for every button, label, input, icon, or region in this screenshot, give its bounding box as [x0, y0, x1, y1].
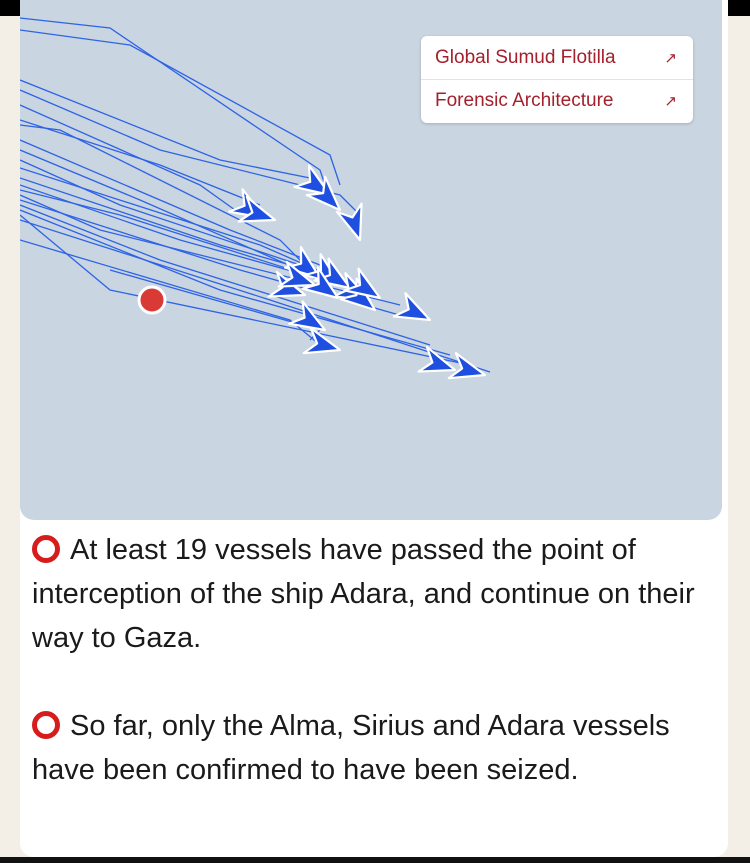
message-paragraph: At least 19 vessels have passed the point of interception of the ship Adara, and continue on their way to Gaza. — [32, 534, 695, 654]
vessel-arrow-icon[interactable] — [449, 353, 485, 378]
vessel-tracking-map[interactable] — [20, 0, 722, 520]
vessel-track — [20, 30, 340, 185]
map-link-panel — [421, 36, 693, 123]
vessel-track — [20, 80, 320, 180]
link-global-sumud-flotilla[interactable] — [421, 36, 693, 79]
message-text — [32, 528, 722, 792]
link-label: Forensic Architecture — [435, 90, 614, 111]
vessel-track — [20, 120, 260, 205]
message-paragraph: So far, only the Alma, Sirius and Adara vessels have been confirmed to have been seized. — [32, 710, 670, 786]
vessel-track — [20, 140, 320, 265]
vessel-arrow-icon[interactable] — [394, 293, 430, 320]
link-label: Global Sumud Flotilla — [435, 46, 616, 68]
bottom-edge — [0, 857, 750, 863]
interception-point-icon[interactable] — [139, 287, 165, 313]
external-link-icon: ↗ — [664, 93, 677, 110]
vessel-track — [20, 195, 400, 305]
vessel-track — [20, 205, 430, 345]
link-forensic-architecture[interactable] — [421, 79, 693, 122]
red-circle-icon — [32, 535, 60, 563]
message-bubble — [20, 0, 728, 857]
red-circle-icon — [32, 711, 60, 739]
external-link-icon: ↗ — [664, 49, 677, 67]
